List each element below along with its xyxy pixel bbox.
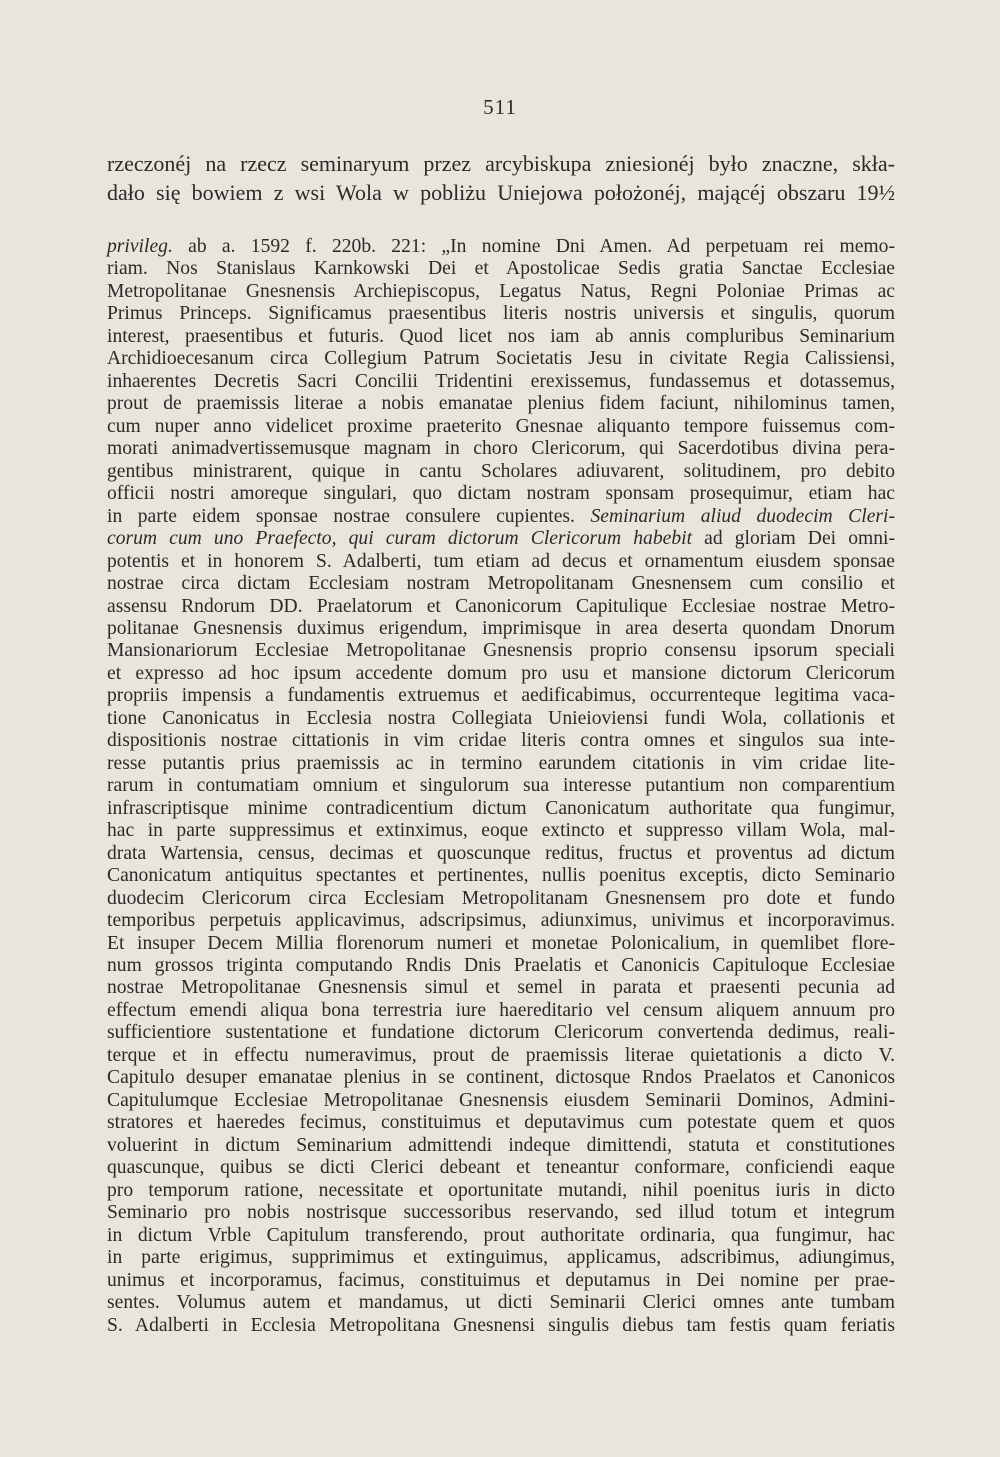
text-line: hac in parte suppressimus et extinximus, eoque extincto et suppresso villam Wola, mal-	[107, 820, 895, 842]
text-line: infrascriptisque minime contradicentium dictum Canonicatum authoritate qua fungimur,	[107, 797, 895, 819]
text-line: pro temporum ratione, necessitate et oportunitate mutandi, nihil poenitus iuris in dicto	[107, 1179, 895, 1201]
text-line: Primus Princeps. Significamus praesentibus literis nostris universis et singulis, quorum	[107, 303, 895, 325]
text-line: tione Canonicatus in Ecclesia nostra Collegiata Unieioviensi fundi Wola, collationis et	[107, 707, 895, 729]
text-line: gentibus ministrarent, quique in cantu Scholares adiuvarent, solitudinem, pro debito	[107, 460, 895, 482]
text-line: privileg. ab a. 1592 f. 220b. 221: „In nomine Dni Amen. Ad perpetuam rei memo-	[107, 236, 895, 257]
text-line: morati animadvertissemusque magnam in choro Clericorum, qui Sacerdotibus divina pera-	[107, 438, 895, 460]
text-line: riam. Nos Stanislaus Karnkowski Dei et Apostolicae Sedis gratia Sanctae Ecclesiae	[107, 258, 895, 280]
text-line: nostrae circa dictam Ecclesiam nostram Metropolitanam Gnesnensem cum consilio et	[107, 573, 895, 595]
text-line: sentes. Volumus autem et mandamus, ut dicti Seminarii Clerici omnes ante tumbam	[107, 1292, 895, 1314]
text-line: Mansionariorum Ecclesiae Metropolitanae Gnesnensis proprio consensu ipsorum speciali	[107, 640, 895, 662]
text-line: S. Adalberti in Ecclesia Metropolitana Gnesnensi singulis diebus tam festis quam feriatis	[107, 1314, 895, 1336]
text-line: politanae Gnesnensis duximus erigendum, imprimisque in area deserta quondam Dnorum	[107, 617, 895, 639]
text-line: inhaerentes Decretis Sacri Concilii Tridentini erexissemus, fundassemus et dotassemus,	[107, 370, 895, 392]
text-line: cum nuper anno videlicet proxime praeterito Gnesnae aliquanto tempore fuissemus com-	[107, 415, 895, 437]
text-line: stratores et haeredes fecimus, constituimus et deputavimus cum potestate quem et quos	[107, 1112, 895, 1134]
text-line: dispositionis nostrae cittationis in vim cridae literis contra omnes et singulos sua inte-	[107, 730, 895, 752]
text-line: effectum emendi aliqua bona terrestria iure haereditario vel censum aliquem annuum pro	[107, 999, 895, 1021]
text-line: voluerint in dictum Seminarium admittendi indeque dimittendi, statuta et constitutiones	[107, 1134, 895, 1156]
text-line: interest, praesentibus et futuris. Quod licet nos iam ab annis compluribus Seminarium	[107, 325, 895, 347]
intro-paragraph	[107, 151, 895, 209]
text-line: Canonicatum antiquitus spectantes et pertinentes, nullis poenitus exceptis, dicto Seminario	[107, 865, 895, 887]
text-line: rarum in contumatiam omnium et singulorum sua interesse putantium non comparentium	[107, 775, 895, 797]
text-line: rzeczonéj na rzecz seminaryum przez arcybiskupa zniesionéj było znaczne, skła-	[107, 151, 895, 176]
text-line: officii nostri amoreque singulari, quo dictam nostram sponsam prosequimur, etiam hac	[107, 483, 895, 505]
text-line: num grossos triginta computando Rndis Dnis Praelatis et Canonicis Capituloque Ecclesiae	[107, 955, 895, 976]
text-line: prout de praemissis literae a nobis emanatae plenius fidem faciunt, nihilominus tamen,	[107, 393, 895, 415]
text-line: Capitulumque Ecclesiae Metropolitanae Gnesnensis eiusdem Seminarii Dominos, Admini-	[107, 1089, 895, 1111]
text-line: Capitulo desuper emanatae plenius in se continent, dictosque Rndos Praelatos et Canonicos	[107, 1067, 895, 1089]
text-line: Et insuper Decem Millia florenorum numeri et monetae Polonicalium, in quemlibet flore-	[107, 932, 895, 954]
text-line: terque et in effectu numeravimus, prout de praemissis literae quietationis a dicto V.	[107, 1044, 895, 1066]
text-line: temporibus perpetuis applicavimus, adscripsimus, adiunximus, univimus et incorporavimus.	[107, 910, 895, 932]
text-line: unimus et incorporamus, facimus, constituimus et deputamus in Dei nomine per prae-	[107, 1269, 895, 1291]
text-line: propriis impensis a fundamentis extruemus et aedificabimus, occurrenteque legitima vaca-	[107, 685, 895, 707]
text-line: Seminario pro nobis nostrisque successoribus reservando, sed illud totum et integrum	[107, 1202, 895, 1224]
text-line: in parte erigimus, supprimimus et extinguimus, applicamus, adscribimus, adiungimus,	[107, 1247, 895, 1269]
text-line: assensu Rndorum DD. Praelatorum et Canonicorum Capitulique Ecclesiae nostrae Metro-	[107, 595, 895, 617]
text-line: Metropolitanae Gnesnensis Archiepiscopus, Legatus Natus, Regni Poloniae Primas ac	[107, 280, 895, 302]
text-line: dało się bowiem z wsi Wola w pobliżu Uniejowa położonéj, mającéj obszaru 19½	[107, 180, 895, 205]
text-line: corum cum uno Praefecto, qui curam dictorum Clericorum habebit ad gloriam Dei omni-	[107, 528, 896, 550]
text-line: sufficientiore sustentatione et fundatione dictorum Clericorum convertenda dedimus, reali-	[107, 1022, 895, 1044]
text-line: drata Wartensia, census, decimas et quoscunque reditus, fructus et proventus ad dictum	[107, 842, 895, 864]
page-number: 511	[483, 95, 517, 119]
text-line: quascunque, quibus se dicti Clerici debeant et teneantur conformare, conficiendi eaque	[107, 1157, 895, 1179]
text-line: Archidioecesanum circa Collegium Patrum Societatis Jesu in civitate Regia Calissiensi,	[107, 348, 895, 370]
text-line: et expresso ad hoc ipsum accedente domum pro usu et mansione dictorum Clericorum	[107, 662, 895, 684]
document-body	[107, 236, 895, 1337]
text-line: nostrae Metropolitanae Gnesnensis simul et semel in parata et praesenti pecunia ad	[107, 977, 895, 999]
text-line: resse putantis prius praemissis ac in termino earundem citationis in vim cridae lite-	[107, 752, 895, 774]
text-line: potentis et in honorem S. Adalberti, tum etiam ad decus et ornamentum eiusdem sponsae	[107, 550, 895, 572]
text-line: in parte eidem sponsae nostrae consulere cupientes. Seminarium aliud duodecim Cleri-	[107, 505, 895, 527]
text-line: duodecim Clericorum circa Ecclesiam Metropolitanam Gnesnensem pro dote et fundo	[107, 887, 895, 909]
text-line: in dictum Vrble Capitulum transferendo, prout authoritate ordinaria, qua fungimur, hac	[107, 1224, 895, 1246]
